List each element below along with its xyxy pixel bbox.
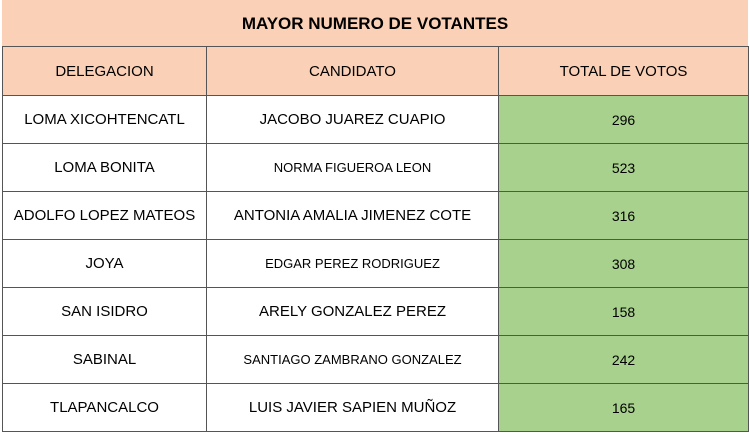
table-row — [3, 288, 749, 336]
column-header-candidato: CANDIDATO — [207, 47, 499, 96]
votos-cell: 523 — [499, 144, 749, 192]
delegacion-cell: ADOLFO LOPEZ MATEOS — [3, 192, 207, 240]
delegacion-cell: TLAPANCALCO — [3, 384, 207, 432]
table-row — [3, 192, 749, 240]
header-row — [3, 47, 749, 96]
table-row — [3, 144, 749, 192]
votes-table — [2, 46, 749, 432]
votos-cell: 296 — [499, 96, 749, 144]
column-header-total-votos: TOTAL DE VOTOS — [499, 47, 749, 96]
votos-cell: 316 — [499, 192, 749, 240]
votos-cell: 165 — [499, 384, 749, 432]
delegacion-cell: LOMA BONITA — [3, 144, 207, 192]
candidato-cell: NORMA FIGUEROA LEON — [207, 144, 499, 192]
candidato-cell: SANTIAGO ZAMBRANO GONZALEZ — [207, 336, 499, 384]
votos-cell: 158 — [499, 288, 749, 336]
delegacion-cell: SAN ISIDRO — [3, 288, 207, 336]
candidato-cell: LUIS JAVIER SAPIEN MUÑOZ — [207, 384, 499, 432]
candidato-cell: ARELY GONZALEZ PEREZ — [207, 288, 499, 336]
table-row — [3, 240, 749, 288]
candidato-cell: ANTONIA AMALIA JIMENEZ COTE — [207, 192, 499, 240]
votos-cell: 308 — [499, 240, 749, 288]
table-row — [3, 384, 749, 432]
candidato-cell: JACOBO JUAREZ CUAPIO — [207, 96, 499, 144]
delegacion-cell: JOYA — [3, 240, 207, 288]
votos-cell: 242 — [499, 336, 749, 384]
table-title: MAYOR NUMERO DE VOTANTES — [2, 0, 748, 46]
votes-table-sheet — [2, 0, 748, 433]
delegacion-cell: SABINAL — [3, 336, 207, 384]
table-row — [3, 336, 749, 384]
delegacion-cell: LOMA XICOHTENCATL — [3, 96, 207, 144]
candidato-cell: EDGAR PEREZ RODRIGUEZ — [207, 240, 499, 288]
table-row — [3, 96, 749, 144]
column-header-delegacion: DELEGACION — [3, 47, 207, 96]
